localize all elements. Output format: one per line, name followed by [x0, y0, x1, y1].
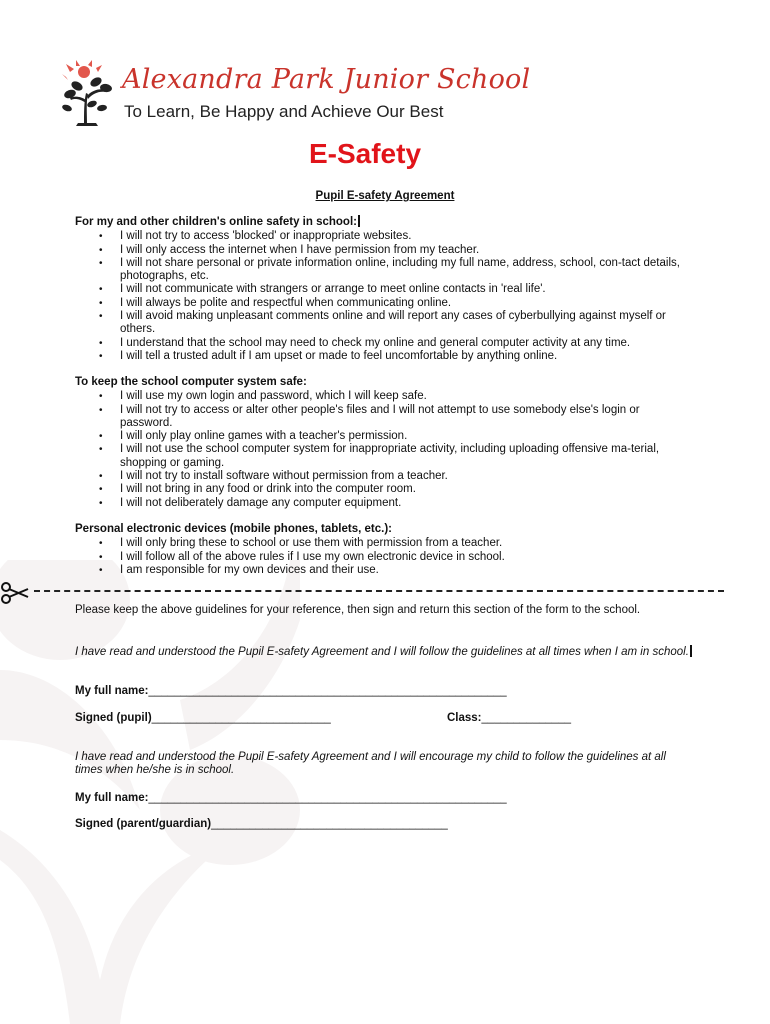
- school-header: [62, 60, 531, 130]
- text-cursor: [358, 215, 361, 227]
- list-item: • I will tell a trusted adult if I am upset or made to feel uncomfortable by anything online.: [99, 349, 558, 362]
- text-cursor: [690, 645, 693, 657]
- tree-logo-icon: [62, 60, 118, 126]
- personal-devices-section: [75, 523, 695, 577]
- instruction-text: Please keep the above guidelines for your reference, then sign and return this section of the form to the school.: [75, 604, 641, 616]
- list-item: • I will not try to access 'blocked' or inappropriate websites.: [99, 230, 412, 243]
- field-label: Signed (parent/guardian): [75, 818, 212, 830]
- scissors-icon: [0, 582, 30, 604]
- pupil-statement: I have read and understood the Pupil E-safety Agreement and I will follow the guidelines at all times when I am in school.: [75, 645, 695, 659]
- list-item: • I am responsible for my own devices and their use.: [99, 563, 379, 576]
- list-item: • I understand that the school may need to check my online and general computer activity at any time.: [99, 336, 631, 349]
- field-label: My full name:: [75, 792, 149, 804]
- list-item: • I will not communicate with strangers or arrange to meet online contacts in 'real life'.: [99, 283, 546, 296]
- cut-line: [34, 590, 724, 592]
- list-item: • I will avoid making unpleasant comments online and will report any cases of cyberbullying against myself or others.: [99, 310, 666, 336]
- section-heading: For my and other children's online safety in school:: [75, 215, 695, 229]
- list-item: • I will only access the internet when I have permission from my teacher.: [99, 243, 480, 256]
- list-item: • I will not deliberately damage any computer equipment.: [99, 496, 402, 509]
- parent-statement: I have read and understood the Pupil E-safety Agreement and I will encourage my child to follow the guidelines at all times when he/she is in school.: [75, 751, 666, 777]
- rule-list: [75, 390, 695, 510]
- signature-line[interactable]: ________________________________________________________: [148, 792, 507, 804]
- rule-list: [75, 537, 695, 577]
- list-item: • I will use my own login and password, which I will keep safe.: [99, 390, 427, 403]
- list-item: • I will not share personal or private information online, including my full name, address, school, con-tact details, photographs, etc.: [99, 256, 680, 283]
- section-heading: Personal electronic devices (mobile phones, tablets, etc.):: [75, 523, 392, 535]
- page-title: E-Safety: [308, 138, 422, 169]
- field-label: Signed (pupil): [75, 712, 152, 724]
- pupil-signature-field[interactable]: [75, 712, 331, 724]
- list-item: • I will not bring in any food or drink into the computer room.: [99, 483, 416, 496]
- parent-name-field[interactable]: [75, 792, 507, 804]
- field-label: Class:: [447, 712, 482, 724]
- signature-line[interactable]: _____________________________________: [211, 818, 448, 830]
- school-name: Alexandra Park Junior School: [122, 64, 531, 95]
- class-field[interactable]: [447, 712, 571, 724]
- signature-line[interactable]: ______________: [481, 712, 572, 724]
- page-subtitle: Pupil E-safety Agreement: [315, 190, 455, 202]
- online-safety-section: [75, 215, 695, 363]
- parent-signature-field[interactable]: [75, 818, 448, 830]
- section-heading: To keep the school computer system safe:: [75, 376, 307, 388]
- rule-list: [75, 230, 695, 363]
- list-item: • I will not try to access or alter other people's files and I will not attempt to use somebody else's login or password.: [99, 403, 640, 429]
- school-motto: To Learn, Be Happy and Achieve Our Best: [124, 102, 444, 121]
- list-item: • I will not use the school computer system for inappropriate activity, including uploading offensive ma-terial, shopping or gaming.: [99, 443, 660, 469]
- signature-line[interactable]: ________________________________________________________: [148, 685, 507, 697]
- signature-line[interactable]: ____________________________: [151, 712, 331, 724]
- list-item: • I will follow all of the above rules if I use my own electronic device in school.: [99, 550, 505, 563]
- list-item: • I will only bring these to school or use them with permission from a teacher.: [99, 537, 503, 550]
- list-item: • I will only play online games with a teacher's permission.: [99, 430, 408, 443]
- list-item: • I will always be polite and respectful when communicating online.: [99, 296, 452, 309]
- pupil-name-field[interactable]: [75, 685, 507, 697]
- computer-system-section: [75, 376, 695, 510]
- field-label: My full name:: [75, 685, 149, 697]
- list-item: • I will not try to install software without permission from a teacher.: [99, 470, 448, 483]
